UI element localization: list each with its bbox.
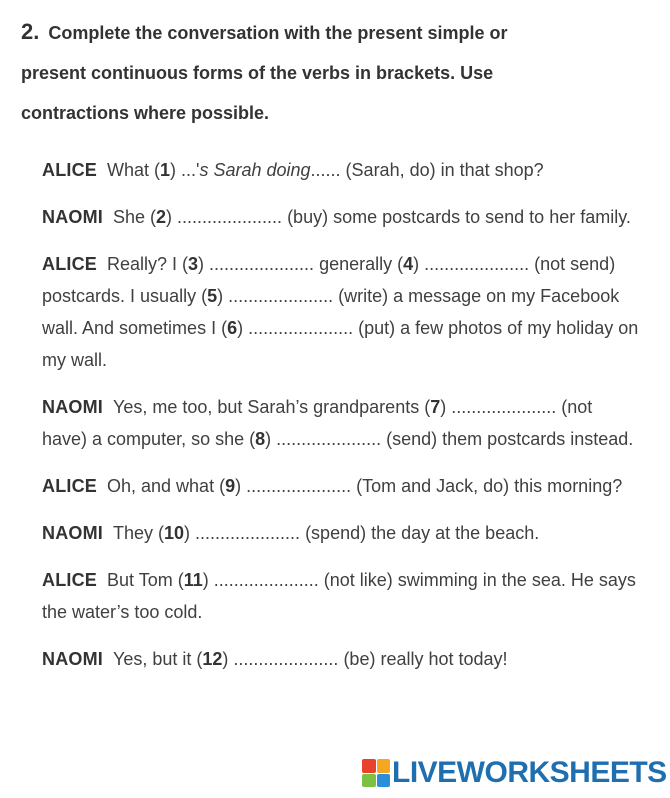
dialogue-turn xyxy=(42,643,642,675)
dialogue-text: ) ..................... (spend) the day at the beach. xyxy=(184,523,540,543)
dialogue-text: Yes, but it ( xyxy=(113,649,203,669)
gap-number: 10 xyxy=(164,523,185,543)
speaker-name: ALICE xyxy=(42,254,97,274)
speaker-name: ALICE xyxy=(42,160,97,180)
speaker-name: ALICE xyxy=(42,476,97,496)
dialogue-text: She ( xyxy=(113,207,157,227)
dialogue-text: But Tom ( xyxy=(107,570,184,590)
dialogue-turn xyxy=(42,517,642,549)
dialogue-text: ) ..................... (buy) some postcards to send to her family. xyxy=(166,207,631,227)
exercise-instructions xyxy=(21,12,651,133)
dialogue-turn xyxy=(42,564,642,628)
gap-number: 5 xyxy=(207,286,218,306)
logo-square xyxy=(362,774,376,788)
gap-number: 3 xyxy=(188,254,199,274)
dialogue-turn xyxy=(42,470,642,502)
dialogue-text: ) ..................... (not send) postcards. I usually ( xyxy=(42,254,616,306)
logo-square xyxy=(377,774,391,788)
dialogue-text: What ( xyxy=(107,160,161,180)
instructions-text-1: Complete the conversation with the present simple or xyxy=(48,23,508,43)
gap-number: 12 xyxy=(202,649,223,669)
gap-number: 6 xyxy=(227,318,238,338)
speaker-name: ALICE xyxy=(42,570,97,590)
logo-square xyxy=(377,759,391,773)
logo-square xyxy=(362,759,376,773)
gap-number: 2 xyxy=(156,207,167,227)
gap-number: 8 xyxy=(255,429,266,449)
gap-number: 4 xyxy=(403,254,414,274)
dialogue-text: ) ..................... (not like) swimming in the sea. He says the water’s too cold. xyxy=(42,570,636,622)
dialogue-text: Really? I ( xyxy=(107,254,189,274)
dialogue-turn xyxy=(42,154,642,186)
dialogue-text: Oh, and what ( xyxy=(107,476,226,496)
speaker-name: NAOMI xyxy=(42,397,103,417)
gap-number: 9 xyxy=(225,476,236,496)
speaker-name: NAOMI xyxy=(42,523,103,543)
dialogue-text: ) ..................... (Tom and Jack, do) this morning? xyxy=(235,476,623,496)
dialogue-text: ) ..................... (not have) a computer, so she ( xyxy=(42,397,593,449)
speaker-name: NAOMI xyxy=(42,649,103,669)
instructions-line-3: contractions where possible. xyxy=(21,103,270,123)
dialogue-text: ) ..................... (send) them postcards instead. xyxy=(265,429,634,449)
gap-number: 1 xyxy=(160,160,171,180)
dialogue-text: They ( xyxy=(113,523,165,543)
instructions-line-2: present continuous forms of the verbs in brackets. Use xyxy=(21,63,494,83)
dialogue-text: ) ..................... generally ( xyxy=(198,254,404,274)
conversation xyxy=(42,154,642,675)
watermark-text: LIVEWORKSHEETS xyxy=(392,756,667,789)
dialogue-text: ) ..................... (put) a few photos of my holiday on my wall. xyxy=(42,318,639,370)
liveworksheets-logo-icon xyxy=(362,759,390,787)
gap-number: 7 xyxy=(430,397,441,417)
dialogue-text: ) ...' xyxy=(170,160,200,180)
example-answer: s Sarah doing xyxy=(199,160,311,180)
dialogue-text: Yes, me too, but Sarah’s grandparents ( xyxy=(113,397,431,417)
dialogue-text: ...... (Sarah, do) in that shop? xyxy=(310,160,544,180)
dialogue-text: ) ..................... (be) really hot today! xyxy=(222,649,508,669)
dialogue-turn xyxy=(42,201,642,233)
exercise-number: 2. xyxy=(21,19,40,44)
instructions-line-1 xyxy=(21,12,651,53)
dialogue-text: ) ..................... (write) a message on my Facebook wall. And sometimes I ( xyxy=(42,286,620,338)
liveworksheets-watermark xyxy=(362,756,667,790)
dialogue-turn xyxy=(42,248,642,376)
gap-number: 11 xyxy=(183,570,203,590)
dialogue-turn xyxy=(42,391,642,455)
speaker-name: NAOMI xyxy=(42,207,103,227)
